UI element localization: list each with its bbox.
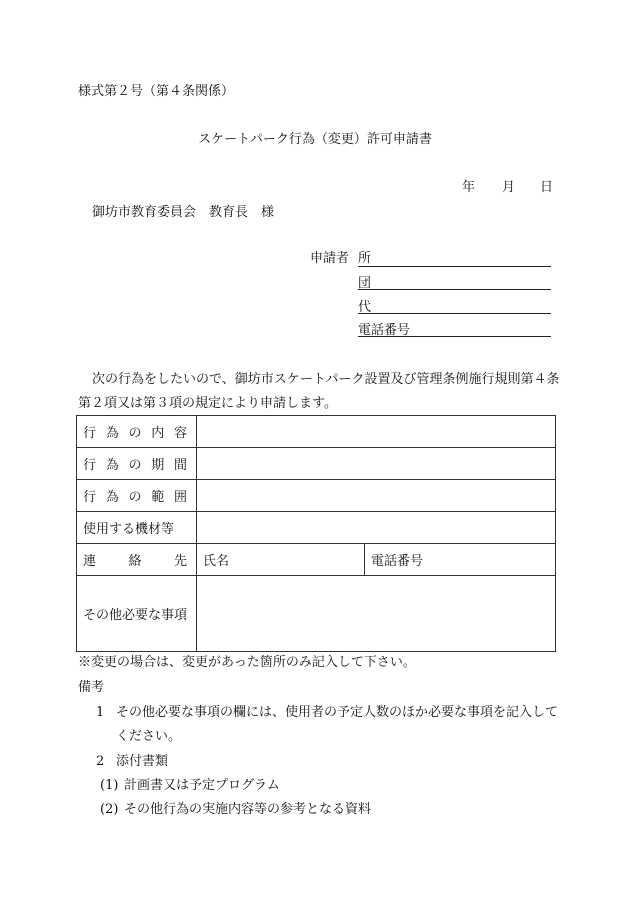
application-table [76, 415, 556, 652]
sub-item-number: (2) [100, 802, 119, 817]
applicant-field-representative-label: 代 [358, 300, 372, 315]
group-name-input-line[interactable] [358, 289, 551, 290]
table-row [77, 512, 556, 544]
row-label-scope: 行 為 の 範 囲 [77, 480, 197, 512]
row-label-contact: 連 絡 先 [77, 544, 197, 576]
applicant-label: 申請者 [310, 251, 350, 266]
remark-item-number: 2 [96, 754, 105, 769]
table-row [77, 576, 556, 652]
contact-phone-cell[interactable]: 電話番号 [365, 544, 556, 576]
content-input-cell[interactable] [197, 416, 556, 448]
row-label-other: その他必要な事項 [77, 576, 197, 652]
remark-item-text: 添付書類 [116, 754, 169, 769]
remark-item-text-continued: ください。 [116, 729, 182, 744]
address-input-line[interactable] [358, 266, 551, 267]
sub-item-number: (1) [100, 778, 119, 793]
remark-item-number: 1 [96, 705, 105, 720]
applicant-field-phone: 電話番号 [358, 323, 411, 338]
sub-item-text: 計画書又は予定プログラム [124, 778, 280, 793]
date-year: 年 [462, 180, 476, 195]
form-number: 様式第２号（第４条関係） [78, 84, 235, 99]
remarks-heading: 備考 [78, 680, 105, 695]
contact-name-cell[interactable]: 氏名 [197, 544, 365, 576]
applicant-field-group-label: 団 [358, 276, 372, 291]
applicant-field-address-label: 所 [358, 251, 372, 266]
period-input-cell[interactable] [197, 448, 556, 480]
intro-line-2: 第２項又は第３項の規定により申請します。 [78, 396, 337, 411]
phone-input-line[interactable] [358, 336, 551, 337]
other-input-cell[interactable] [197, 576, 556, 652]
change-note: ※変更の場合は、変更があった箇所のみ記入して下さい。 [78, 655, 416, 670]
remark-item-text: その他必要な事項の欄には、使用者の予定人数のほか必要な事項を記入して [116, 705, 559, 720]
equipment-input-cell[interactable] [197, 512, 556, 544]
table-row [77, 480, 556, 512]
intro-line-1: 次の行為をしたいので、御坊市スケートパーク設置及び管理条例施行規則第４条 [92, 372, 560, 387]
document-title: スケートパーク行為（変更）許可申請書 [198, 132, 432, 147]
addressee: 御坊市教育委員会 教育長 様 [92, 205, 275, 220]
row-label-period: 行 為 の 期 間 [77, 448, 197, 480]
date-day: 日 [540, 180, 554, 195]
scope-input-cell[interactable] [197, 480, 556, 512]
table-row [77, 416, 556, 448]
representative-input-line[interactable] [358, 313, 551, 314]
table-row [77, 544, 556, 576]
applicant-field-address [358, 251, 414, 267]
date-month: 月 [502, 180, 516, 195]
table-row [77, 448, 556, 480]
sub-item-text: その他行為の実施内容等の参考となる資料 [124, 802, 372, 817]
row-label-equipment: 使用する機材等 [77, 512, 197, 544]
row-label-content: 行 為 の 内 容 [77, 416, 197, 448]
